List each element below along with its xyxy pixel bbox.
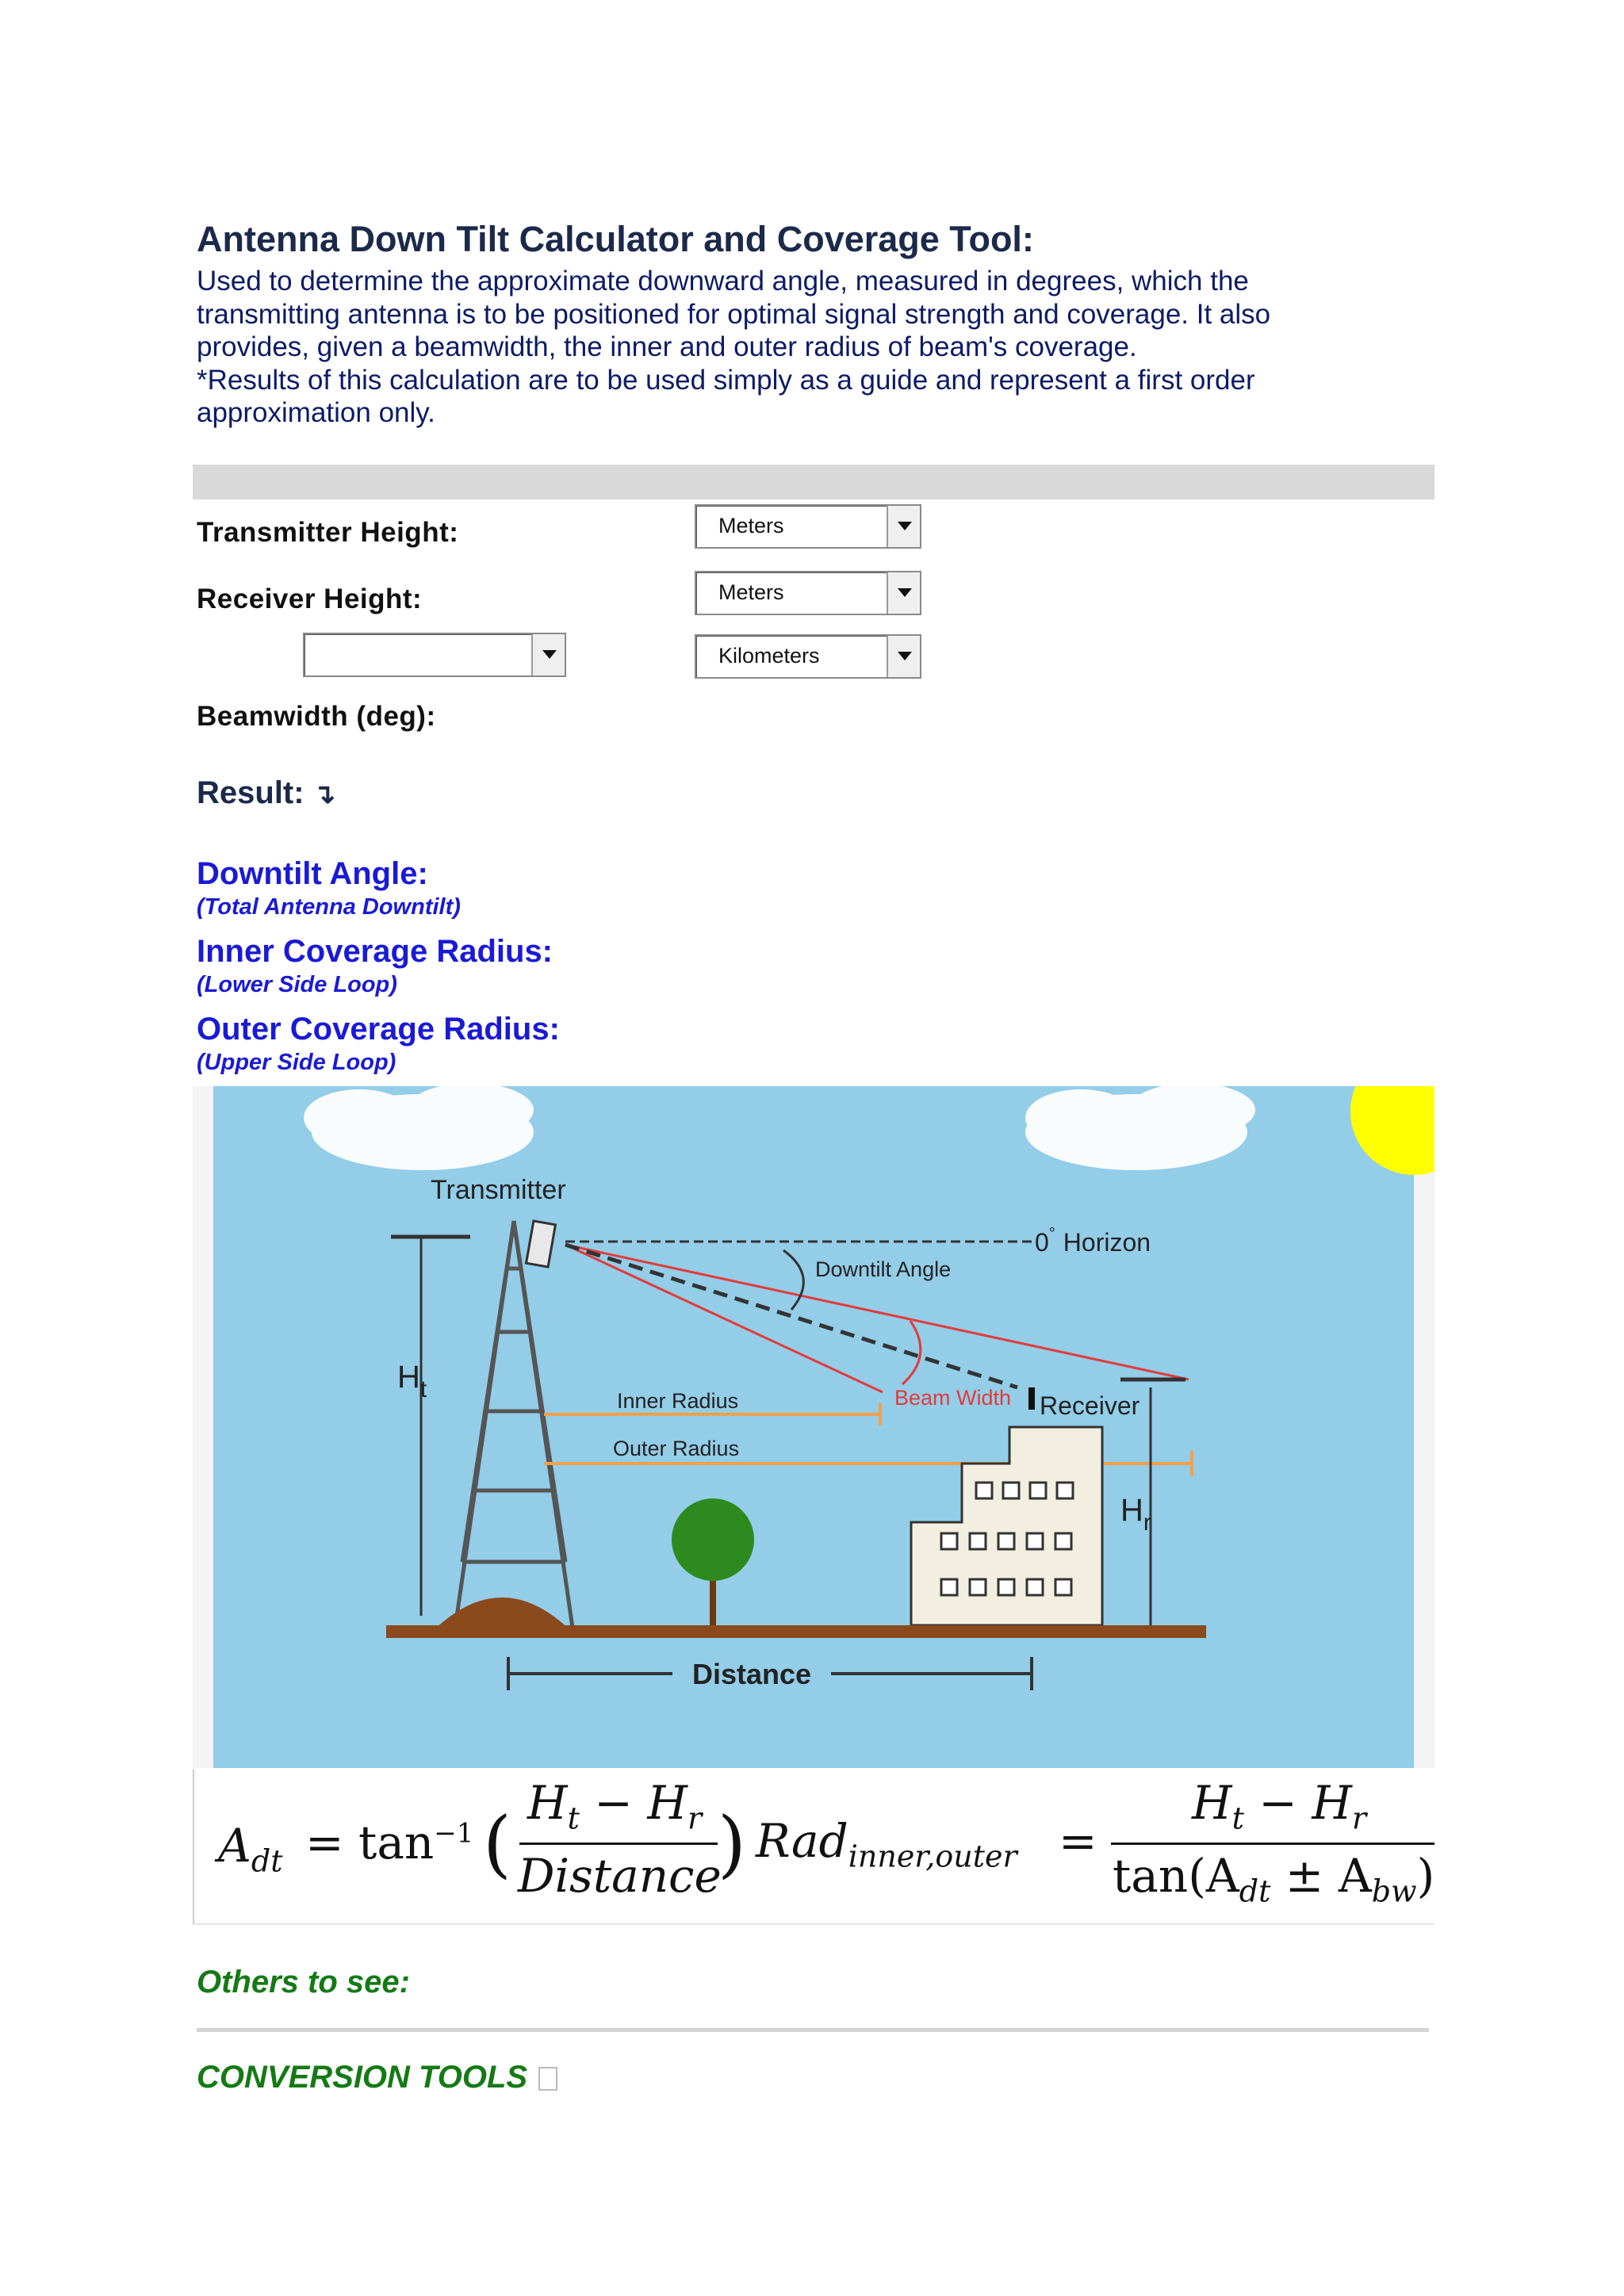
downtilt-angle-label: Downtilt Angle: bbox=[197, 856, 428, 891]
formula-equals: = bbox=[1059, 1814, 1097, 1868]
conversion-tools-label: CONVERSION TOOLS bbox=[197, 2060, 528, 2095]
arrow-down-right-icon: ↴ bbox=[312, 779, 336, 809]
outer-radius-sublabel: (Upper Side Loop) bbox=[197, 1050, 396, 1075]
description-line: approximation only. bbox=[197, 397, 435, 428]
transmitter-height-label: Transmitter Height: bbox=[197, 517, 459, 548]
formula-rad: Rad$_{inner,outer}$ bbox=[756, 1814, 1017, 1874]
downtilt-label: Downtilt Angle bbox=[815, 1257, 952, 1281]
receiver-height-label: Receiver Height: bbox=[197, 584, 423, 614]
calculator-header-bar bbox=[193, 465, 1434, 499]
tree bbox=[672, 1498, 754, 1581]
conversion-tools-link[interactable] bbox=[197, 2060, 557, 2095]
inner-radius-label: Inner Coverage Radius: bbox=[197, 934, 553, 969]
paren-left-icon: ( bbox=[483, 1801, 511, 1886]
distance-unit-value: Kilometers bbox=[718, 644, 820, 668]
description-line: Used to determine the approximate downward angle, measured in degrees, which the bbox=[197, 266, 1249, 297]
page-title: Antenna Down Tilt Calculator and Coverage Tool: bbox=[197, 219, 1034, 259]
missing-glyph-icon bbox=[538, 2067, 557, 2091]
downtilt-angle-sublabel: (Total Antenna Downtilt) bbox=[197, 894, 461, 920]
distance-unit-select[interactable] bbox=[695, 634, 921, 679]
transmitter-unit-value: Meters bbox=[718, 514, 784, 538]
distance-label: Distance bbox=[692, 1658, 812, 1690]
receiver-label: Receiver bbox=[1040, 1391, 1140, 1420]
inner-radius-sublabel: (Lower Side Loop) bbox=[197, 972, 397, 997]
page-description bbox=[197, 265, 1339, 430]
description-line: *Results of this calculation are to be used simply as a guide and represent a first order bbox=[197, 364, 1255, 396]
chevron-down-icon[interactable] bbox=[887, 636, 920, 677]
antenna-diagram bbox=[193, 1086, 1434, 1768]
formula-tan: = $\tan^{-1}$ bbox=[305, 1816, 474, 1869]
formula-panel bbox=[193, 1770, 1434, 1925]
outer-radius-label: Outer Radius bbox=[613, 1437, 740, 1460]
transmitter-unit-select[interactable] bbox=[695, 504, 921, 549]
formula-denominator-2: $\tan(A_{dt} \pm A_{bw})$ bbox=[1113, 1849, 1435, 1909]
ground bbox=[386, 1625, 1206, 1638]
beamwidth-label: Beamwidth (deg): bbox=[197, 701, 436, 732]
beamwidth-label: Beam Width bbox=[894, 1386, 1012, 1410]
formula-numerator-2: $H_t - H_r$ bbox=[1192, 1776, 1367, 1836]
chevron-down-icon[interactable] bbox=[887, 506, 920, 547]
paren-right-icon: ) bbox=[718, 1801, 746, 1886]
others-heading: Others to see: bbox=[197, 1965, 410, 1999]
result-label: Result: bbox=[197, 775, 304, 810]
chevron-down-icon[interactable] bbox=[887, 572, 920, 614]
receiver-unit-value: Meters bbox=[718, 580, 784, 604]
inner-radius-label: Inner Radius bbox=[617, 1389, 739, 1413]
horizon-label: 0° Horizon bbox=[1035, 1225, 1151, 1257]
formula-adt: $A_{dt}$ bbox=[218, 1819, 283, 1879]
formula-numerator: $H_t - H_r$ bbox=[527, 1776, 703, 1836]
outer-radius-label: Outer Coverage Radius: bbox=[197, 1012, 560, 1047]
fraction-bar-2 bbox=[1111, 1843, 1434, 1845]
receiver-unit-select[interactable] bbox=[695, 571, 921, 615]
distance-type-select[interactable] bbox=[303, 633, 566, 677]
formula-denominator: Distance bbox=[518, 1849, 722, 1903]
ht-label: $H_t$ bbox=[397, 1360, 427, 1402]
description-line: transmitting antenna is to be positioned for optimal signal strength and coverage. It also bbox=[197, 298, 1271, 330]
divider bbox=[197, 2028, 1429, 2032]
fraction-bar bbox=[519, 1843, 718, 1845]
chevron-down-icon[interactable] bbox=[531, 634, 565, 675]
description-line: provides, given a beamwidth, the inner and outer radius of beam's coverage. bbox=[197, 331, 1137, 362]
transmitter-label: Transmitter bbox=[431, 1175, 566, 1205]
hr-label: $H_r$ bbox=[1120, 1493, 1151, 1536]
result-heading bbox=[197, 775, 335, 811]
